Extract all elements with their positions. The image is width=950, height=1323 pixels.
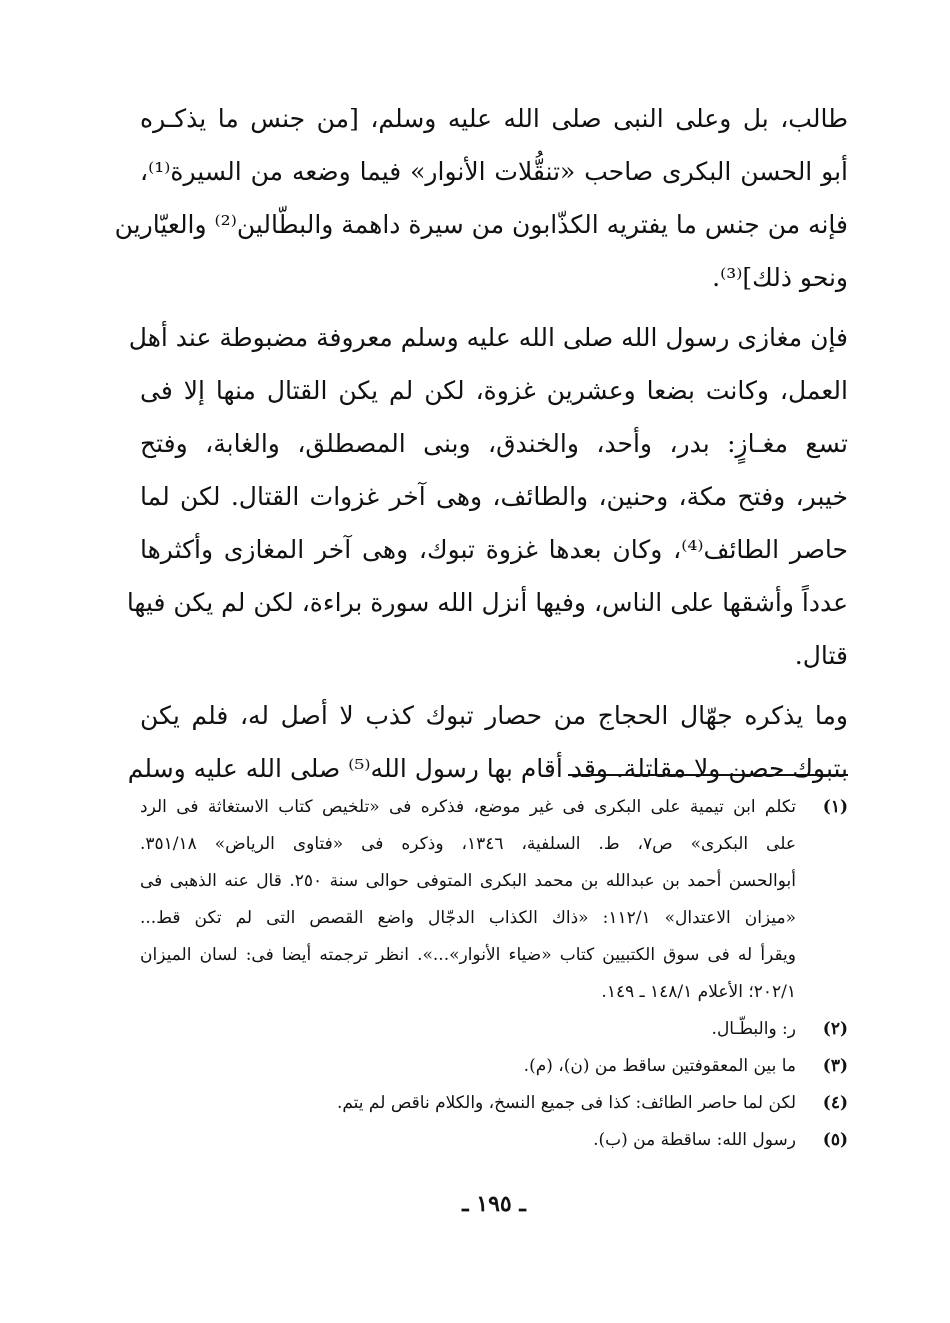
text-line: خيبر، وفتح مكة، وحنين، والطائف، وهى آخر غزوات القتال. لكن لما: [140, 482, 848, 511]
paragraph-gap: [140, 682, 848, 689]
paragraph: [126, 311, 848, 682]
footnote-line: رسول الله: ساقطة من (ب).: [593, 1130, 796, 1150]
paragraph: [114, 92, 848, 304]
footnote-line: ر: والبطّـال.: [711, 1019, 796, 1039]
footnote-3: [140, 1048, 848, 1085]
footnote-line: ويقرأ له فى سوق الكتبيين كتاب «ضياء الأنوار»...». انظر ترجمته أيضا فى: لسان الميزان: [140, 945, 796, 965]
footnote-body: [140, 1011, 796, 1048]
footnote-number: (٥): [822, 1130, 848, 1150]
main-text: [114, 92, 848, 795]
footnote-separator: [568, 774, 848, 776]
text-line: فإن مغازى رسول الله صلى الله عليه وسلم معروفة مضبوطة عند أهل: [128, 323, 848, 352]
text-line: بتبوك حصن ولا مقاتلة. وقد أقام بها رسول الله⁽⁵⁾ صلى الله عليه وسلم: [127, 754, 848, 783]
footnote-5: [140, 1122, 848, 1159]
text-line: أبو الحسن البكرى صاحب «تنقُّلات الأنوار» فيما وضعه من السيرة⁽¹⁾،: [140, 157, 848, 186]
footnote-1: [140, 789, 848, 1011]
paragraph-gap: [140, 304, 848, 311]
text-line: فإنه من جنس ما يفتريه الكذّابون من سيرة داهمة والبطّالين⁽²⁾ والعيّارين: [114, 210, 848, 239]
page-number: ـ ١٩٥ ـ: [462, 1191, 526, 1217]
footnote-line: أبوالحسن أحمد بن عبدالله بن محمد البكرى المتوفى حوالى سنة ٢٥٠. قال عنه الذهبى فى: [140, 871, 796, 891]
footnote-line: ما بين المعقوفتين ساقط من (ن)، (م).: [523, 1056, 796, 1076]
footnote-body: [140, 789, 796, 1011]
footnote-line: «ميزان الاعتدال» ١١٢/١: «ذاك الكذاب الدجّال واضع القصص التى لم تكن قط...: [140, 908, 797, 928]
text-line: طالب، بل وعلى النبى صلى الله عليه وسلم، [من جنس ما يذكـره: [140, 104, 848, 133]
footnote-number: (٢): [822, 1019, 848, 1039]
text-line: قتال.: [794, 641, 848, 670]
paragraph: [127, 689, 848, 795]
text-line: ونحو ذلك]⁽³⁾.: [712, 263, 848, 292]
text-line: عدداً وأشقها على الناس، وفيها أنزل الله سورة براءة، لكن لم يكن فيها: [126, 588, 848, 617]
footnote-line: تكلم ابن تيمية على البكرى فى غير موضع، فذكره فى «تلخيص كتاب الاستغاثة فى الرد: [140, 797, 796, 817]
footnotes: [140, 789, 848, 1159]
text-line: حاصر الطائف⁽⁴⁾، وكان بعدها غزوة تبوك، وهى آخر المغازى وأكثرها: [140, 535, 848, 564]
text-line: العمل، وكانت بضعا وعشرين غزوة، لكن لم يكن القتال منها إلا فى: [140, 376, 848, 405]
footnote-2: [140, 1011, 848, 1048]
footnote-body: [140, 1085, 796, 1122]
footnote-line: ٢٠٢/١؛ الأعلام ١٤٨/١ ـ ١٤٩.: [601, 982, 796, 1002]
footnote-number: (٣): [822, 1056, 848, 1076]
footnote-body: [140, 1122, 796, 1159]
text-line: تسع مغـازٍ: بدر، وأحد، والخندق، وبنى المصطلق، والغابة، وفتح: [140, 429, 848, 458]
text-line: وما يذكره جهّال الحجاج من حصار تبوك كذب لا أصل له، فلم يكن: [140, 701, 848, 730]
book-page: [114, 92, 848, 1272]
footnote-4: [140, 1085, 848, 1122]
footnote-number: (٤): [822, 1093, 848, 1113]
footnote-line: على البكرى» ص٧، ط. السلفية، ١٣٤٦، وذكره فى «فتاوى الرياض» ٣٥١/١٨.: [140, 834, 796, 854]
footnote-body: [140, 1048, 796, 1085]
footnote-line: لكن لما حاصر الطائف: كذا فى جميع النسخ، والكلام ناقص لم يتم.: [336, 1093, 796, 1113]
footnote-number: (١): [822, 797, 848, 817]
